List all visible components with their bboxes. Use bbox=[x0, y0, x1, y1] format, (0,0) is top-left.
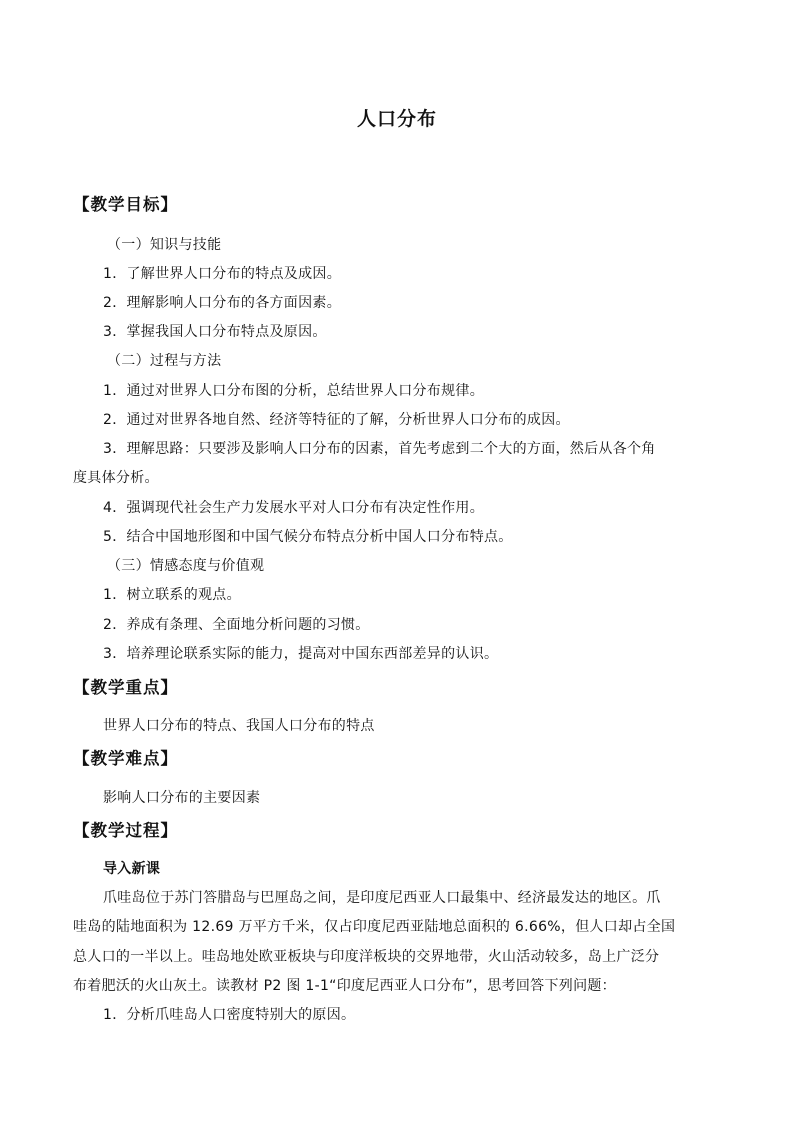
section-heading-goals: 【教学目标】 bbox=[73, 195, 178, 214]
list-item: 2．通过对世界各地自然、经济等特征的了解，分析世界人口分布的成因。 bbox=[103, 412, 570, 428]
list-item: 4．强调现代社会生产力发展水平对人口分布有决定性作用。 bbox=[103, 500, 485, 516]
page-title: 人口分布 bbox=[356, 108, 437, 130]
question-item: 1．分析爪哇岛人口密度特别大的原因。 bbox=[103, 1007, 356, 1023]
paragraph-line: 哇岛的陆地面积为 12.69 万平方千米，仅占印度尼西亚陆地总面积的 6.66%，但人口却占全国 bbox=[73, 919, 676, 935]
section-heading-key-points: 【教学重点】 bbox=[73, 678, 178, 697]
section-heading-process: 【教学过程】 bbox=[73, 821, 178, 840]
list-item: 3．培养理论联系实际的能力，提高对中国东西部差异的认识。 bbox=[103, 646, 499, 662]
list-item: 3．掌握我国人口分布特点及原因。 bbox=[103, 324, 327, 340]
paragraph-line: 总人口的一半以上。哇岛地处欧亚板块与印度洋板块的交界地带，火山活动较多，岛上广泛分 bbox=[73, 949, 660, 965]
list-item: 1．通过对世界人口分布图的分析，总结世界人口分布规律。 bbox=[103, 383, 485, 399]
list-item: 1．树立联系的观点。 bbox=[103, 587, 241, 603]
list-item-continuation: 度具体分析。 bbox=[73, 470, 159, 486]
list-item: 2．养成有条理、全面地分析问题的习惯。 bbox=[103, 617, 370, 633]
paragraph-line: 爪哇岛位于苏门答腊岛与巴厘岛之间，是印度尼西亚人口最集中、经济最发达的地区。爪 bbox=[103, 890, 661, 906]
subheading-knowledge: （一）知识与技能 bbox=[107, 237, 222, 253]
subheading-process-method: （二）过程与方法 bbox=[107, 353, 222, 369]
list-item: 5．结合中国地形图和中国气候分布特点分析中国人口分布特点。 bbox=[103, 529, 513, 545]
subheading-attitude-values: （三）情感态度与价值观 bbox=[107, 558, 265, 574]
intro-heading: 导入新课 bbox=[103, 861, 161, 877]
key-points-text: 世界人口分布的特点、我国人口分布的特点 bbox=[103, 718, 375, 734]
list-item: 2．理解影响人口分布的各方面因素。 bbox=[103, 295, 342, 311]
list-item: 1．了解世界人口分布的特点及成因。 bbox=[103, 266, 342, 282]
difficulties-text: 影响人口分布的主要因素 bbox=[103, 790, 261, 806]
list-item: 3．理解思路：只要涉及影响人口分布的因素，首先考虑到二个大的方面，然后从各个角 bbox=[103, 441, 656, 457]
section-heading-difficulties: 【教学难点】 bbox=[73, 749, 178, 768]
paragraph-line: 布着肥沃的火山灰土。读教材 P2 图 1-1“印度尼西亚人口分布”，思考回答下列问题： bbox=[73, 978, 616, 994]
